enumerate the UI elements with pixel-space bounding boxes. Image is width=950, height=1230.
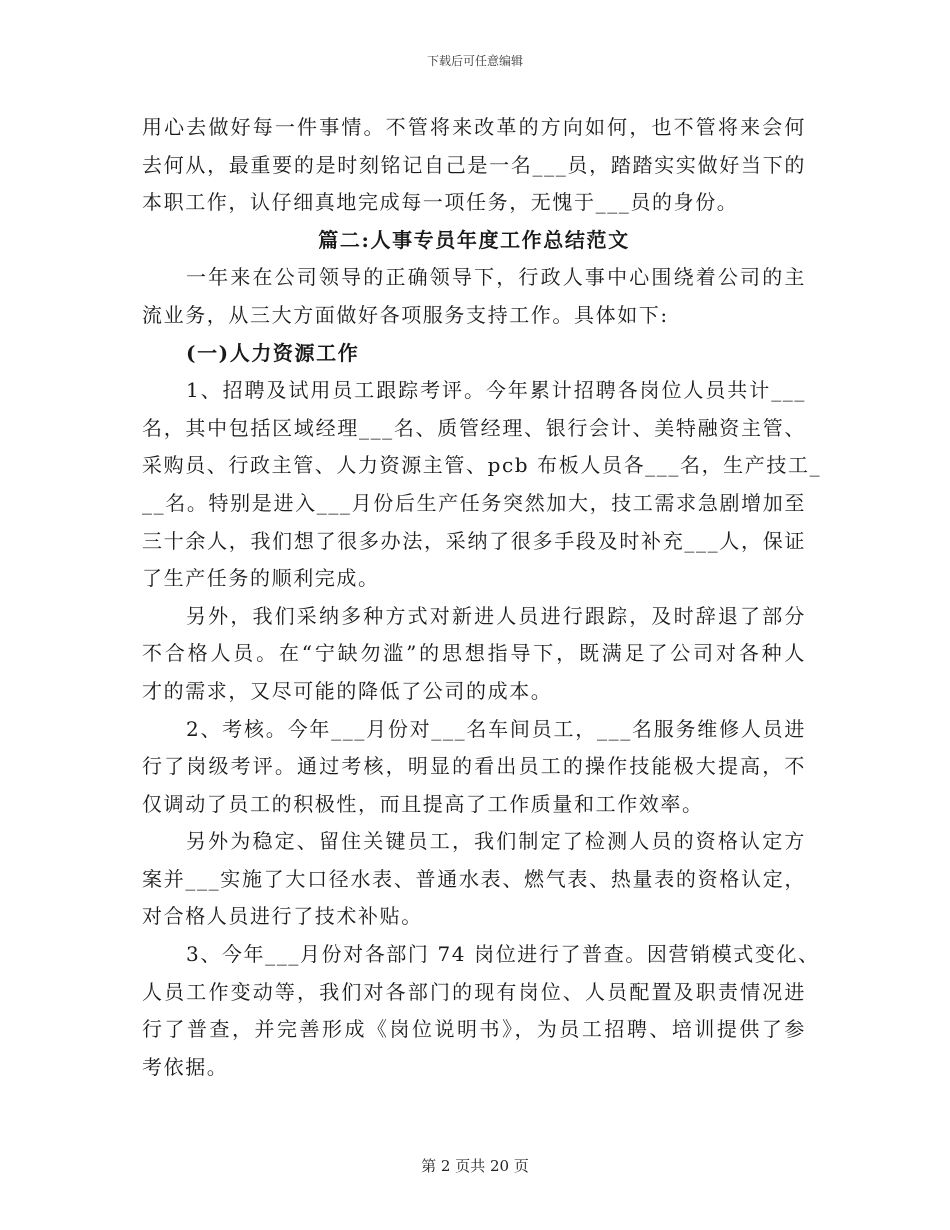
body-line: 用心去做好每一件事情。不管将来改革的方向如何，也不管将来会何 — [142, 115, 806, 139]
body-line: 流业务，从三大方面做好各项服务支持工作。具体如下: — [142, 302, 669, 327]
page-header: 下载后可任意编辑 — [426, 54, 523, 68]
body-line: 案并___实施了大口径水表、普通水表、燃气表、热量表的资格认定， — [142, 866, 806, 891]
body-line: 另外，我们采纳多种方式对新进人员进行跟踪，及时辞退了部分 — [186, 603, 806, 628]
subsection-heading: (一)人力资源工作 — [186, 340, 360, 365]
body-line: 了生产任务的顺利完成。 — [142, 566, 380, 591]
body-line: 名，其中包括区域经理___名、质管经理、银行会计、美特融资主管、 — [142, 415, 806, 440]
body-line: 对合格人员进行了技术补贴。 — [142, 904, 423, 929]
body-line: 3、今年___月份对各部门 74 岗位进行了普查。因营销模式变化、 — [186, 942, 820, 967]
body-line: 三十余人，我们想了很多办法，采纳了很多手段及时补充___人，保证 — [142, 528, 806, 553]
body-line: 采购员、行政主管、人力资源主管、pcb 布板人员各___名，生产技工_ — [142, 453, 822, 478]
body-line: 另外为稳定、留住关键员工，我们制定了检测人员的资格认定方 — [186, 829, 806, 854]
body-line: 本职工作，认仔细真地完成每一项任务，无愧于___员的身份。 — [142, 190, 739, 215]
body-line: 不合格人员。在“宁缺勿滥”的思想指导下，既满足了公司对各种人 — [142, 641, 806, 666]
body-line: 才的需求，又尽可能的降低了公司的成本。 — [142, 678, 553, 703]
body-line: 仅调动了员工的积极性，而且提高了工作质量和工作效率。 — [142, 791, 704, 816]
body-line: 1、招聘及试用员工跟踪考评。今年累计招聘各岗位人员共计___ — [186, 378, 806, 403]
body-line: 行了普查，并完善形成《岗位说明书》，为员工招聘、培训提供了参 — [142, 1017, 806, 1042]
body-line: __名。特别是进入___月份后生产任务突然加大，技工需求急剧增加至 — [142, 490, 806, 515]
body-line: 考依据。 — [142, 1054, 229, 1079]
body-line: 2、考核。今年___月份对___名车间员工，___名服务维修人员进 — [186, 716, 806, 741]
body-line: 去何从，最重要的是时刻铭记自己是一名___员，踏踏实实做好当下的 — [142, 152, 806, 177]
document-body — [142, 109, 822, 1086]
page-number: 第 2 页共 20 页 — [421, 1157, 529, 1175]
body-line: 人员工作变动等，我们对各部门的现有岗位、人员配置及职责情况进 — [142, 979, 806, 1004]
body-line: 行了岗级考评。通过考核，明显的看出员工的操作技能极大提高，不 — [142, 754, 806, 779]
section-title: 篇二:人事专员年度工作总结范文 — [318, 227, 630, 252]
body-line: 一年来在公司领导的正确领导下，行政人事中心围绕着公司的主 — [186, 265, 806, 290]
